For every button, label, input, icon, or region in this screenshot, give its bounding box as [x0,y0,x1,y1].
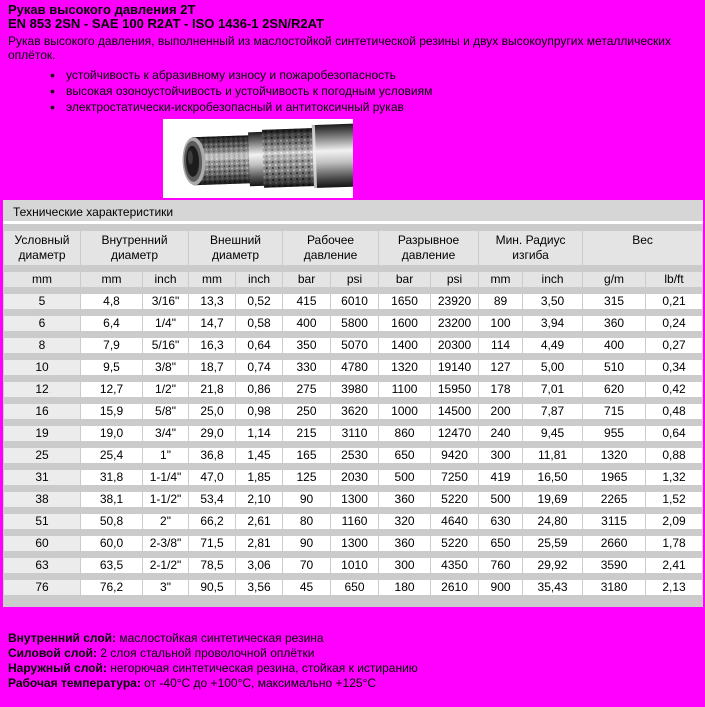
table-cell: 9420 [431,448,478,463]
table-cell: 51 [4,514,80,529]
table-cell: 0,88 [646,448,702,463]
table-cell: 10 [4,360,80,375]
unit-cell: mm [189,272,235,287]
table-cell: 12,7 [81,382,142,397]
table-cell: 1600 [379,316,430,331]
table-cell: 2,61 [236,514,282,529]
column-group-header: Разрывное давление [379,231,478,265]
table-cell: 0,48 [646,404,702,419]
unit-cell: inch [236,272,282,287]
table-cell: 1320 [583,448,645,463]
table-cell: 90 [283,536,330,551]
table-cell: 3180 [583,580,645,595]
unit-cell: mm [4,272,80,287]
table-cell: 13,3 [189,294,235,309]
table-cell: 9,5 [81,360,142,375]
table-cell: 18,7 [189,360,235,375]
table-cell: 3,06 [236,558,282,573]
table-cell: 14500 [431,404,478,419]
table-cell: 1/4" [143,316,188,331]
table-cell: 3980 [331,382,378,397]
feature-list [8,67,697,115]
table-cell: 15950 [431,382,478,397]
table-cell: 178 [479,382,522,397]
table-cell: 19140 [431,360,478,375]
table-row [4,360,702,375]
table-cell: 4350 [431,558,478,573]
table-cell: 9,45 [523,426,582,441]
table-cell: 19,69 [523,492,582,507]
table-cell: 500 [479,492,522,507]
feature-item: • высокая озоноустойчивость и устойчивость к погодным условиям [50,83,697,99]
table-cell: 5,00 [523,360,582,375]
table-cell: 2-1/2" [143,558,188,573]
table-cell: 330 [283,360,330,375]
table-cell: 7250 [431,470,478,485]
table-cell: 2,10 [236,492,282,507]
table-cell: 90,5 [189,580,235,595]
table-cell: 45 [283,580,330,595]
table-cell: 14,7 [189,316,235,331]
table-cell: 1000 [379,404,430,419]
column-group-header: Внешний диаметр [189,231,282,265]
table-cell: 215 [283,426,330,441]
spec-label: Силовой слой: [8,646,97,660]
table-cell: 0,21 [646,294,702,309]
table-cell: 415 [283,294,330,309]
table-cell: 4,8 [81,294,142,309]
table-cell: 76 [4,580,80,595]
table-cell: 60 [4,536,80,551]
table-cell: 2530 [331,448,378,463]
unit-cell: g/m [583,272,645,287]
table-cell: 90 [283,492,330,507]
spec-value: от -40°С до +100°С, максимально +125°С [140,676,377,690]
unit-header-row [4,272,702,287]
table-cell: 76,2 [81,580,142,595]
table-cell: 12 [4,382,80,397]
table-cell: 63,5 [81,558,142,573]
table-cell: 2,81 [236,536,282,551]
table-cell: 5 [4,294,80,309]
table-cell: 6010 [331,294,378,309]
table-cell: 3115 [583,514,645,529]
table-cell: 275 [283,382,330,397]
table-cell: 630 [479,514,522,529]
table-cell: 5800 [331,316,378,331]
table-row [4,492,702,507]
table-cell: 1100 [379,382,430,397]
table-cell: 0,24 [646,316,702,331]
hose-cutaway-svg [163,119,353,198]
table-row [4,558,702,573]
unit-cell: inch [143,272,188,287]
unit-cell: psi [331,272,378,287]
table-cell: 2660 [583,536,645,551]
table-cell: 53,4 [189,492,235,507]
spec-table-section [3,200,703,607]
table-cell: 715 [583,404,645,419]
table-cell: 2,41 [646,558,702,573]
table-body [4,294,702,595]
spec-value: негорючая синтетическая резина, стойкая к истиранию [106,661,418,675]
table-cell: 240 [479,426,522,441]
table-cell: 19,0 [81,426,142,441]
table-cell: 127 [479,360,522,375]
table-cell: 1010 [331,558,378,573]
column-group-header: Условный диаметр [4,231,80,265]
spec-label: Внутренний слой: [8,631,117,645]
spec-value: маслостойкая синтетическая резина [116,631,324,645]
table-cell: 3/4" [143,426,188,441]
table-cell: 21,8 [189,382,235,397]
table-title: Технические характеристики [3,200,703,224]
table-cell: 50,8 [81,514,142,529]
table-cell: 1400 [379,338,430,353]
table-cell: 7,87 [523,404,582,419]
unit-cell: bar [379,272,430,287]
table-cell: 3,56 [236,580,282,595]
spec-line-reinforcement-layer [8,646,697,661]
table-cell: 25,59 [523,536,582,551]
table-cell: 5/8" [143,404,188,419]
table-cell: 5220 [431,492,478,507]
unit-cell: inch [523,272,582,287]
table-cell: 78,5 [189,558,235,573]
table-cell: 16 [4,404,80,419]
table-cell: 1,78 [646,536,702,551]
table-cell: 2610 [431,580,478,595]
table-cell: 180 [379,580,430,595]
table-cell: 1320 [379,360,430,375]
table-cell: 0,52 [236,294,282,309]
table-cell: 2,09 [646,514,702,529]
table-cell: 650 [331,580,378,595]
table-cell: 4640 [431,514,478,529]
table-cell: 71,5 [189,536,235,551]
table-cell: 1-1/4" [143,470,188,485]
table-cell: 24,80 [523,514,582,529]
table-cell: 38,1 [81,492,142,507]
table-cell: 419 [479,470,522,485]
table-cell: 47,0 [189,470,235,485]
table-cell: 11,81 [523,448,582,463]
table-row [4,426,702,441]
table-cell: 620 [583,382,645,397]
table-cell: 2265 [583,492,645,507]
table-cell: 29,92 [523,558,582,573]
table-row [4,404,702,419]
table-cell: 4780 [331,360,378,375]
column-group-header: Мин. Радиус изгиба [479,231,582,265]
table-cell: 3,50 [523,294,582,309]
table-cell: 7,01 [523,382,582,397]
table-cell: 165 [283,448,330,463]
table-cell: 1160 [331,514,378,529]
unit-cell: bar [283,272,330,287]
table-cell: 860 [379,426,430,441]
spec-line-inner-layer [8,631,697,646]
table-cell: 5/16" [143,338,188,353]
table-cell: 300 [479,448,522,463]
table-cell: 200 [479,404,522,419]
feature-item: • устойчивость к абразивному износу и пожаробезопасность [50,67,697,83]
table-cell: 0,64 [646,426,702,441]
table-cell: 2-3/8" [143,536,188,551]
spec-table [3,224,703,602]
table-cell: 2,13 [646,580,702,595]
table-cell: 0,98 [236,404,282,419]
table-cell: 38 [4,492,80,507]
spec-line-outer-layer [8,661,697,676]
table-cell: 23920 [431,294,478,309]
table-cell: 6,4 [81,316,142,331]
table-cell: 900 [479,580,522,595]
table-cell: 3/16" [143,294,188,309]
table-cell: 3620 [331,404,378,419]
top-section [0,0,705,198]
unit-cell: mm [81,272,142,287]
table-cell: 16,3 [189,338,235,353]
table-cell: 320 [379,514,430,529]
table-cell: 0,86 [236,382,282,397]
spec-label: Рабочая температура: [8,676,141,690]
table-cell: 0,34 [646,360,702,375]
table-cell: 1/2" [143,382,188,397]
table-cell: 35,43 [523,580,582,595]
table-cell: 15,9 [81,404,142,419]
table-cell: 25,0 [189,404,235,419]
table-cell: 100 [479,316,522,331]
hose-cutaway-image [163,119,353,198]
table-row [4,382,702,397]
table-cell: 3590 [583,558,645,573]
table-cell: 89 [479,294,522,309]
table-cell: 1,14 [236,426,282,441]
table-cell: 80 [283,514,330,529]
table-cell: 23200 [431,316,478,331]
table-cell: 1650 [379,294,430,309]
table-cell: 60,0 [81,536,142,551]
column-group-header: Рабочее давление [283,231,378,265]
table-cell: 250 [283,404,330,419]
table-cell: 3" [143,580,188,595]
table-cell: 510 [583,360,645,375]
table-cell: 400 [283,316,330,331]
table-cell: 19 [4,426,80,441]
table-cell: 0,64 [236,338,282,353]
table-cell: 31 [4,470,80,485]
table-row [4,536,702,551]
table-cell: 3/8" [143,360,188,375]
table-cell: 25 [4,448,80,463]
table-cell: 31,8 [81,470,142,485]
table-cell: 16,50 [523,470,582,485]
table-cell: 400 [583,338,645,353]
table-cell: 360 [583,316,645,331]
table-cell: 36,8 [189,448,235,463]
table-cell: 6 [4,316,80,331]
table-cell: 25,4 [81,448,142,463]
table-cell: 70 [283,558,330,573]
table-row [4,470,702,485]
table-cell: 29,0 [189,426,235,441]
table-cell: 2030 [331,470,378,485]
column-group-header: Внутренний диаметр [81,231,188,265]
spec-value: 2 слоя стальной проволочной оплётки [96,646,315,660]
table-row [4,338,702,353]
spec-label: Наружный слой: [8,661,107,675]
table-cell: 66,2 [189,514,235,529]
unit-cell: mm [479,272,522,287]
table-cell: 114 [479,338,522,353]
table-cell: 5220 [431,536,478,551]
spec-line-working-temperature [8,676,697,691]
table-cell: 0,58 [236,316,282,331]
table-cell: 1,85 [236,470,282,485]
table-cell: 7,9 [81,338,142,353]
table-cell: 5070 [331,338,378,353]
table-row [4,316,702,331]
table-cell: 1,52 [646,492,702,507]
table-row [4,294,702,309]
table-row [4,514,702,529]
table-cell: 12470 [431,426,478,441]
table-cell: 63 [4,558,80,573]
standards-subtitle: EN 853 2SN - SAE 100 R2AT - ISO 1436-1 2SN/R2AT [8,16,324,31]
table-cell: 1" [143,448,188,463]
table-cell: 360 [379,492,430,507]
table-cell: 1,45 [236,448,282,463]
table-cell: 0,27 [646,338,702,353]
product-description: Рукав высокого давления, выполненный из маслостойкой синтетической резины и двух высокоупругих металлических оплёток. [8,34,671,62]
table-cell: 650 [479,536,522,551]
page-title: Рукав высокого давления 2Т [8,2,196,17]
unit-cell: lb/ft [646,272,702,287]
unit-cell: psi [431,272,478,287]
table-cell: 350 [283,338,330,353]
feature-item: • электростатически-искробезопасный и антитоксичный рукав [50,99,697,115]
table-cell: 2" [143,514,188,529]
table-cell: 4,49 [523,338,582,353]
table-cell: 1300 [331,536,378,551]
footer-section [0,607,705,691]
table-cell: 1965 [583,470,645,485]
table-cell: 3,94 [523,316,582,331]
table-cell: 300 [379,558,430,573]
table-cell: 360 [379,536,430,551]
table-cell: 650 [379,448,430,463]
table-cell: 1,32 [646,470,702,485]
table-cell: 315 [583,294,645,309]
table-cell: 0,42 [646,382,702,397]
table-cell: 125 [283,470,330,485]
table-cell: 1300 [331,492,378,507]
table-cell: 1-1/2" [143,492,188,507]
table-cell: 955 [583,426,645,441]
table-cell: 500 [379,470,430,485]
table-cell: 8 [4,338,80,353]
group-header-row [4,231,702,265]
table-cell: 0,74 [236,360,282,375]
table-row [4,580,702,595]
table-cell: 3110 [331,426,378,441]
column-group-header: Вес [583,231,702,265]
table-cell: 760 [479,558,522,573]
table-cell: 20300 [431,338,478,353]
table-row [4,448,702,463]
